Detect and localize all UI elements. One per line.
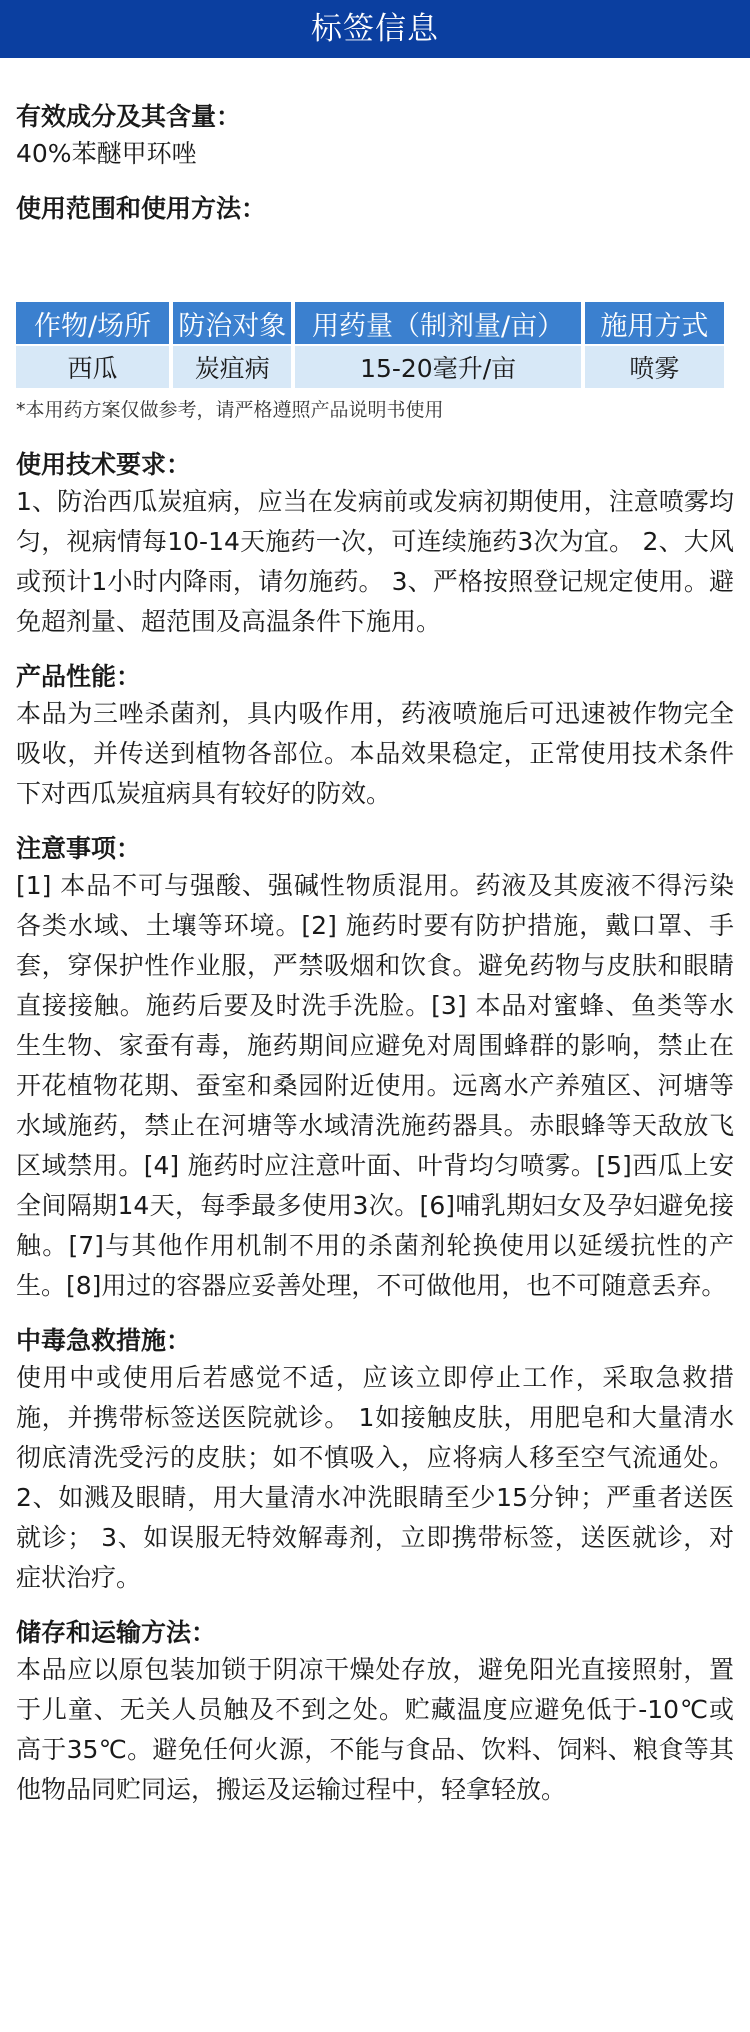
col-target-header: 防治对象	[173, 302, 291, 344]
table-row	[16, 346, 724, 388]
col-dosage-header: 用药量（制剂量/亩）	[295, 302, 580, 344]
tech-title: 使用技术要求：	[16, 450, 192, 479]
col-crop-header: 作物/场所	[16, 302, 169, 344]
spacer	[16, 174, 734, 192]
storage-title: 储存和运输方法：	[16, 1618, 217, 1647]
spacer	[16, 814, 734, 832]
dose-table-header-row	[16, 302, 724, 344]
tech-body: 1、防治西瓜炭疽病，应当在发病前或发病初期使用，注意喷雾均匀，视病情每10-14天施药一次，可连续施药3次为宜。 2、大风或预计1小时内降雨，请勿施药。 3、严格按照登记规定使用。避免超剂量、超范围及高温条件下施用。	[16, 487, 734, 636]
page-title: 标签信息	[0, 0, 750, 58]
first-aid-title: 中毒急救措施：	[16, 1326, 192, 1355]
ingredient-value: 40%苯醚甲环唑	[16, 139, 197, 168]
performance-body: 本品为三唑杀菌剂，具内吸作用，药液喷施后可迅速被作物完全吸收，并传送到植物各部位。本品效果稳定，正常使用技术条件下对西瓜炭疽病具有较好的防效。	[16, 699, 734, 808]
spacer	[16, 1306, 734, 1324]
spacer	[16, 1598, 734, 1616]
dose-table	[12, 300, 728, 390]
lower-sections	[16, 448, 734, 1810]
cell-crop: 西瓜	[16, 346, 169, 388]
storage-body: 本品应以原包装加锁于阴凉干燥处存放，避免阳光直接照射，置于儿童、无关人员触及不到之处。贮藏温度应避免低于-10℃或高于35℃。避免任何火源，不能与食品、饮料、饲料、粮食等其他物品同贮同运，搬运及运输过程中，轻拿轻放。	[16, 1655, 734, 1804]
cell-dosage: 15-20毫升/亩	[295, 346, 580, 388]
cell-method: 喷雾	[585, 346, 724, 388]
caution-body: [1] 本品不可与强酸、强碱性物质混用。药液及其废液不得污染各类水域、土壤等环境。[2] 施药时要有防护措施，戴口罩、手套，穿保护性作业服，严禁吸烟和饮食。避免药物与皮肤和眼睛直接接触。施药后要及时洗手洗脸。[3] 本品对蜜蜂、鱼类等水生生物、家蚕有毒，施药期间应避免对周围蜂群的影响，禁止在开花植物花期、蚕室和桑园附近使用。远离水产养殖区、河塘等水域施药，禁止在河塘等水域清洗施药器具。赤眼蜂等天敌放飞区域禁用。[4] 施药时应注意叶面、叶背均匀喷雾。[5]西瓜上安全间隔期14天，每季最多使用3次。[6]哺乳期妇女及孕妇避免接触。[7]与其他作用机制不用的杀菌剂轮换使用以延缓抗性的产生。[8]用过的容器应妥善处理，不可做他用，也不可随意丢弃。	[16, 871, 734, 1300]
performance-title: 产品性能：	[16, 662, 142, 691]
usage-title: 使用范围和使用方法：	[16, 194, 267, 223]
col-method-header: 施用方式	[585, 302, 724, 344]
top-section	[16, 100, 734, 226]
ingredient-title: 有效成分及其含量：	[16, 102, 242, 131]
cell-target: 炭疽病	[173, 346, 291, 388]
caution-title: 注意事项：	[16, 834, 142, 863]
first-aid-body: 使用中或使用后若感觉不适，应该立即停止工作，采取急救措施，并携带标签送医院就诊。 1如接触皮肤，用肥皂和大量清水彻底清洗受污的皮肤；如不慎吸入，应将病人移至空气流通处。 2、如溅及眼睛，用大量清水冲洗眼睛至少15分钟；严重者送医就诊； 3、如误服无特效解毒剂，立即携带标签，送医就诊，对症状治疗。	[16, 1363, 734, 1592]
disclaimer-note: *本用药方案仅做参考，请严格遵照产品说明书使用	[16, 399, 444, 421]
spacer	[16, 642, 734, 660]
